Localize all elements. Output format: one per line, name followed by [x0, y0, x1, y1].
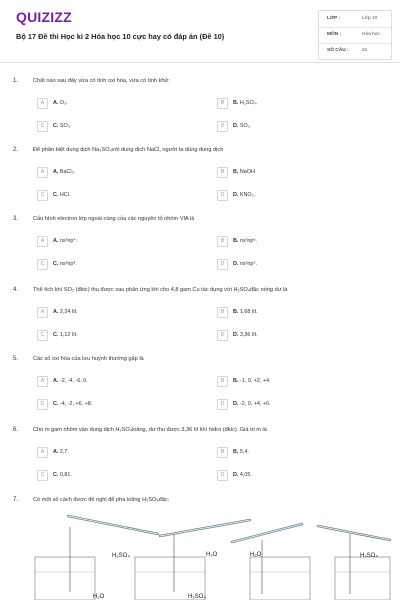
answer-option-d[interactable]: [217, 121, 377, 132]
question-text: Chất nào sau đây vừa có tính oxi hóa, vừa có tính khử:: [33, 78, 170, 84]
option-value: HCl.: [59, 191, 71, 198]
answer-option-c[interactable]: [37, 190, 197, 201]
page-title: Bộ 17 Đề thi Học kì 2 Hóa học 10 cực hay có đáp án (Đề 10): [16, 32, 225, 41]
option-label: A.: [53, 168, 59, 175]
option-letter-box[interactable]: A: [37, 167, 48, 178]
meta-label: SỐ CÂU :: [327, 48, 349, 53]
answer-option-a[interactable]: [37, 307, 197, 318]
answer-option-b[interactable]: [217, 447, 377, 458]
question-number: 4.: [13, 287, 19, 293]
option-value: 2,7.: [59, 448, 69, 455]
question-number: 2.: [13, 147, 19, 153]
question-number: 7.: [13, 497, 19, 503]
answer-option-a[interactable]: [37, 376, 197, 387]
question-text: Để phân biệt dung dịch Na₂SO₄với dung dịch NaCl, người ta dùng dung dịch: [33, 147, 224, 153]
answer-option-a[interactable]: [37, 98, 197, 109]
question-text: Cấu hình electron lớp ngoài cùng của các nguyên tố nhóm VIA là: [33, 216, 195, 222]
page-header: [0, 0, 400, 63]
answer-option-a[interactable]: [37, 236, 197, 247]
option-text: [53, 309, 78, 315]
question-text: Thể tích khí SO₂ (đktc) thu được sau phản ứng khi cho 4,8 gam Cu tác dụng với H₂SO₄đặc nóng dư là: [33, 287, 288, 293]
meta-value: Hóa học: [362, 32, 380, 37]
option-value: BaCl₂.: [59, 168, 76, 175]
meta-value: 21: [362, 48, 368, 53]
option-label: D.: [233, 260, 239, 267]
option-value: 1,12 lít.: [59, 331, 78, 338]
question-number: 1.: [13, 78, 19, 84]
option-text: [233, 261, 257, 267]
option-label: B.: [233, 448, 239, 455]
option-letter-box[interactable]: B: [217, 307, 228, 318]
option-value: 1,68 lít.: [239, 308, 258, 315]
answer-option-c[interactable]: [37, 470, 197, 481]
option-text: [53, 472, 72, 478]
answer-option-d[interactable]: [217, 190, 377, 201]
answer-option-d[interactable]: [217, 470, 377, 481]
answer-option-b[interactable]: [217, 376, 377, 387]
reagent-label: H₂O: [250, 552, 262, 558]
option-value: ns²np⁵.: [239, 260, 258, 267]
option-letter-box[interactable]: C: [37, 330, 48, 341]
option-label: C.: [53, 331, 59, 338]
option-letter-box[interactable]: D: [217, 470, 228, 481]
apparatus-setup-1: [35, 516, 158, 600]
option-value: NaOH: [239, 168, 255, 175]
option-label: D.: [233, 400, 239, 407]
option-letter-box[interactable]: D: [217, 259, 228, 270]
option-value: -2, -4, -6, 0.: [59, 377, 88, 384]
option-letter-box[interactable]: B: [217, 376, 228, 387]
option-letter-box[interactable]: D: [217, 190, 228, 201]
option-value: O₃.: [59, 99, 68, 106]
quizizz-logo: QUIZIZZ: [16, 9, 72, 25]
option-value: KNO₃.: [239, 191, 256, 198]
apparatus-setup-3: [232, 524, 310, 600]
option-label: B.: [233, 237, 239, 244]
answer-option-b[interactable]: [217, 167, 377, 178]
option-value: 5,4.: [239, 448, 249, 455]
option-label: B.: [233, 377, 239, 384]
option-label: A.: [53, 308, 59, 315]
option-text: [233, 401, 270, 407]
question-text: Các số oxi hóa của lưu huỳnh thường gặp là: [33, 356, 144, 362]
option-label: A.: [53, 448, 59, 455]
option-text: [53, 378, 88, 384]
option-text: [233, 472, 252, 478]
option-label: D.: [233, 122, 239, 129]
option-text: [233, 169, 255, 175]
option-letter-box[interactable]: D: [217, 121, 228, 132]
option-text: [53, 401, 92, 407]
option-letter-box[interactable]: A: [37, 98, 48, 109]
option-value: ns²np⁴.: [59, 237, 78, 244]
meta-label: LỚP :: [327, 16, 341, 21]
apparatus-setup-4: [318, 526, 390, 600]
reagent-label: H₂SO₄: [188, 594, 206, 600]
option-label: D.: [233, 331, 239, 338]
option-letter-box[interactable]: C: [37, 399, 48, 410]
option-text: [53, 238, 77, 244]
option-label: B.: [233, 168, 239, 175]
answer-option-c[interactable]: [37, 330, 197, 341]
option-label: B.: [233, 99, 239, 106]
question-number: 5.: [13, 356, 19, 362]
answer-option-b[interactable]: [217, 307, 377, 318]
option-text: [53, 261, 77, 267]
option-text: [53, 123, 71, 129]
option-value: -2, 0, +4, +6.: [239, 400, 271, 407]
option-value: 0,81.: [59, 471, 72, 478]
option-text: [53, 169, 75, 175]
option-text: [233, 309, 258, 315]
option-label: C.: [53, 400, 59, 407]
option-value: ns²np³.: [59, 260, 77, 267]
option-letter-box[interactable]: C: [37, 190, 48, 201]
option-letter-box[interactable]: A: [37, 236, 48, 247]
reagent-label: H₂O: [206, 552, 218, 558]
option-text: [233, 100, 257, 106]
option-text: [53, 449, 69, 455]
option-label: C.: [53, 260, 59, 267]
dilution-apparatus-diagram: [0, 512, 400, 600]
option-value: 4,05.: [239, 471, 252, 478]
answer-option-c[interactable]: [37, 399, 197, 410]
option-letter-box[interactable]: A: [37, 447, 48, 458]
option-letter-box[interactable]: C: [37, 259, 48, 270]
option-letter-box[interactable]: B: [217, 447, 228, 458]
meta-row-class: [319, 11, 391, 28]
option-value: SO₃.: [59, 122, 72, 129]
option-letter-box[interactable]: A: [37, 307, 48, 318]
option-text: [53, 332, 78, 338]
option-text: [233, 238, 257, 244]
option-label: B.: [233, 308, 239, 315]
option-letter-box[interactable]: C: [37, 121, 48, 132]
option-value: SO₂.: [239, 122, 252, 129]
reagent-label: H₂O: [93, 594, 105, 600]
answer-option-d[interactable]: [217, 399, 377, 410]
meta-label: MÔN :: [327, 32, 342, 37]
option-value: -4, -2, +6, +8.: [59, 400, 93, 407]
option-value: 3,36 lít.: [239, 331, 258, 338]
option-label: D.: [233, 191, 239, 198]
meta-info-box: [318, 10, 392, 60]
reagent-label: H₂SO₄: [112, 553, 130, 559]
option-letter-box[interactable]: A: [37, 376, 48, 387]
option-label: C.: [53, 471, 59, 478]
option-text: [233, 449, 249, 455]
option-text: [233, 192, 255, 198]
option-label: A.: [53, 377, 59, 384]
answer-option-b[interactable]: [217, 236, 377, 247]
answer-option-c[interactable]: [37, 259, 197, 270]
option-letter-box[interactable]: C: [37, 470, 48, 481]
option-letter-box[interactable]: B: [217, 236, 228, 247]
option-letter-box[interactable]: D: [217, 399, 228, 410]
meta-row-subject: [319, 27, 391, 44]
question-number: 3.: [13, 216, 19, 222]
option-label: C.: [53, 122, 59, 129]
option-text: [233, 378, 270, 384]
option-text: [233, 123, 251, 129]
option-label: C.: [53, 191, 59, 198]
answer-option-b[interactable]: [217, 98, 377, 109]
option-value: H₂SO₄.: [239, 99, 258, 106]
option-value: 2,24 lít.: [59, 308, 78, 315]
answer-option-a[interactable]: [37, 447, 197, 458]
answer-option-a[interactable]: [37, 167, 197, 178]
option-text: [233, 332, 258, 338]
option-label: A.: [53, 99, 59, 106]
reagent-label: H₂SO₄: [360, 553, 378, 559]
option-value: -1, 0, +2, +4.: [239, 377, 271, 384]
option-label: A.: [53, 237, 59, 244]
option-text: [53, 100, 68, 106]
answer-option-d[interactable]: [217, 330, 377, 341]
meta-row-count: [319, 43, 391, 59]
option-label: D.: [233, 471, 239, 478]
option-letter-box[interactable]: B: [217, 167, 228, 178]
option-value: ns²np⁶.: [239, 237, 258, 244]
meta-value: Lớp 10: [362, 16, 378, 21]
option-text: [53, 192, 70, 198]
question-text: Có một số cách được đề nghị để pha loãng H₂SO₄đặc:: [33, 497, 170, 503]
option-letter-box[interactable]: B: [217, 98, 228, 109]
question-text: Cho m gam nhôm vào dung dịch H₂SO₄loãng, dư thu được 3,36 lít khí hiđro (đktc). Giá trị m là: [33, 427, 267, 433]
answer-option-d[interactable]: [217, 259, 377, 270]
answer-option-c[interactable]: [37, 121, 197, 132]
question-number: 6.: [13, 427, 19, 433]
option-letter-box[interactable]: D: [217, 330, 228, 341]
